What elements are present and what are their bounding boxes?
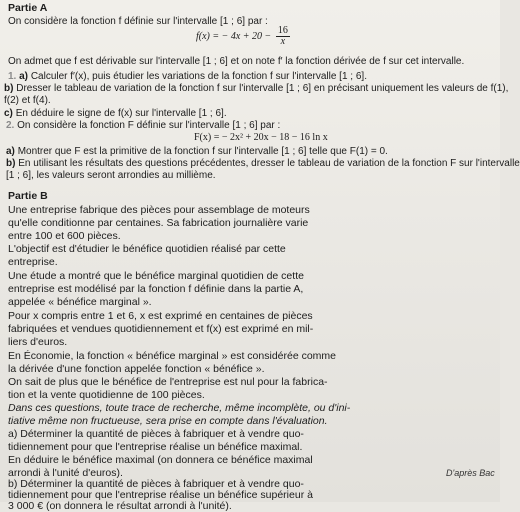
part-b-line: entreprise. xyxy=(8,256,58,268)
part-b-line: arrondi à l'unité d'euros). xyxy=(8,467,123,479)
part-b-line: Dans ces questions, toute trace de recherche, même incomplète, ou d'ini- xyxy=(8,402,351,414)
part-b-line: En Économie, la fonction « bénéfice marginal » est considérée comme xyxy=(8,350,337,362)
part-b-line: 3 000 € (on donnera le résultat arrondi à l'unité). xyxy=(8,500,232,512)
formula-f-lhs: f(x) = − 4x + 20 − xyxy=(196,30,272,42)
question-2b-text: En utilisant les résultats des questions précédentes, dresser le tableau de variation de la fonction F sur l'intervalle xyxy=(18,158,520,169)
line-derivable: On admet que f est dérivable sur l'intervalle [1 ; 6] et on note f′ la fonction dérivée de f sur cet intervalle. xyxy=(8,56,465,67)
question-2-text: On considère la fonction F définie sur l'intervalle [1 ; 6] par : xyxy=(17,120,281,131)
part-b-line: On sait de plus que le bénéfice de l'entreprise est nul pour la fabrica- xyxy=(8,376,328,388)
formula-f xyxy=(196,26,290,47)
part-b-line: liers d'euros. xyxy=(8,336,68,348)
question-2-number: 2. xyxy=(6,120,15,131)
question-2a-text: Montrer que F est la primitive de la fonction f sur l'intervalle [1 ; 6] telle que F(1) = 0. xyxy=(17,146,388,157)
question-2b xyxy=(6,158,520,170)
part-b-line: fabriquées et vendues quotidiennement et f(x) est exprimé en mil- xyxy=(8,323,314,335)
question-1-number: 1. xyxy=(8,71,17,82)
part-a-intro: On considère la fonction f définie sur l'intervalle [1 ; 6] par : xyxy=(8,16,268,27)
part-b-line: tion et la vente quotidienne de 100 pièces. xyxy=(8,389,205,401)
part-b-line: qu'elle conditionne par centaines. Sa fabrication journalière varie xyxy=(8,217,309,229)
part-a-heading: Partie A xyxy=(8,2,48,14)
part-b-line: appelée « bénéfice marginal ». xyxy=(8,296,152,308)
part-b-line: En déduire le bénéfice maximal (on donnera ce bénéfice maximal xyxy=(8,454,313,466)
source-note: D'après Bac xyxy=(446,468,495,478)
question-1a xyxy=(8,71,367,83)
part-b-line: entreprise est modélisé par la fonction f définie dans la partie A, xyxy=(8,283,304,295)
part-b-line: tidiennement pour que l'entreprise réalise un bénéfice maximal. xyxy=(8,441,303,453)
part-b-line: L'objectif est d'étudier le bénéfice quotidien réalisé par cette xyxy=(8,243,286,255)
part-b-heading: Partie B xyxy=(8,190,48,202)
part-b-line: a) Déterminer la quantité de pièces à fabriquer et à vendre quo- xyxy=(8,428,304,440)
part-b-line: la dérivée d'une fonction appelée fonction « bénéfice ». xyxy=(8,363,265,375)
question-1b xyxy=(4,83,508,95)
question-1c-label: c) xyxy=(4,108,13,119)
part-b-line: entre 100 et 600 pièces. xyxy=(8,230,121,242)
formula-f-fraction xyxy=(276,26,290,47)
question-1b-text: Dresser le tableau de variation de la fonction f sur l'intervalle [1 ; 6] en précisant uniquement les valeurs de f(1), xyxy=(16,83,509,94)
formula-f-numerator: 16 xyxy=(277,25,288,36)
question-1c xyxy=(4,108,227,120)
question-2a xyxy=(6,146,388,158)
question-2b-label: b) xyxy=(6,158,16,169)
part-b-line: Une étude a montré que le bénéfice marginal quotidien de cette xyxy=(8,270,304,282)
question-1a-label: a) xyxy=(19,71,29,82)
formula-F: F(x) = − 2x² + 20x − 18 − 16 ln x xyxy=(194,132,328,143)
part-b-line: Une entreprise fabrique des pièces pour assemblage de moteurs xyxy=(8,204,310,216)
part-b-line: Pour x compris entre 1 et 6, x est exprimé en centaines de pièces xyxy=(8,310,313,322)
formula-f-denominator: x xyxy=(280,36,286,47)
question-1b-label: b) xyxy=(4,83,14,94)
question-1a-text: Calculer f′(x), puis étudier les variations de la fonction f sur l'intervalle [1 ; 6]. xyxy=(30,71,367,82)
part-b-line: tidiennement pour que l'entreprise réalise un bénéfice supérieur à xyxy=(8,489,313,501)
question-2b-cont: [1 ; 6], les valeurs seront arrondies au millième. xyxy=(6,170,216,181)
part-b-line: b) Déterminer la quantité de pièces à fabriquer et à vendre quo- xyxy=(8,478,304,490)
question-1c-text: En déduire le signe de f(x) sur l'intervalle [1 ; 6]. xyxy=(15,108,227,119)
part-b-line: tiative même non fructueuse, sera prise en compte dans l'évaluation. xyxy=(8,415,328,427)
question-2 xyxy=(6,120,280,132)
question-1b-cont: f(2) et f(4). xyxy=(4,95,51,106)
question-2a-label: a) xyxy=(6,146,15,157)
